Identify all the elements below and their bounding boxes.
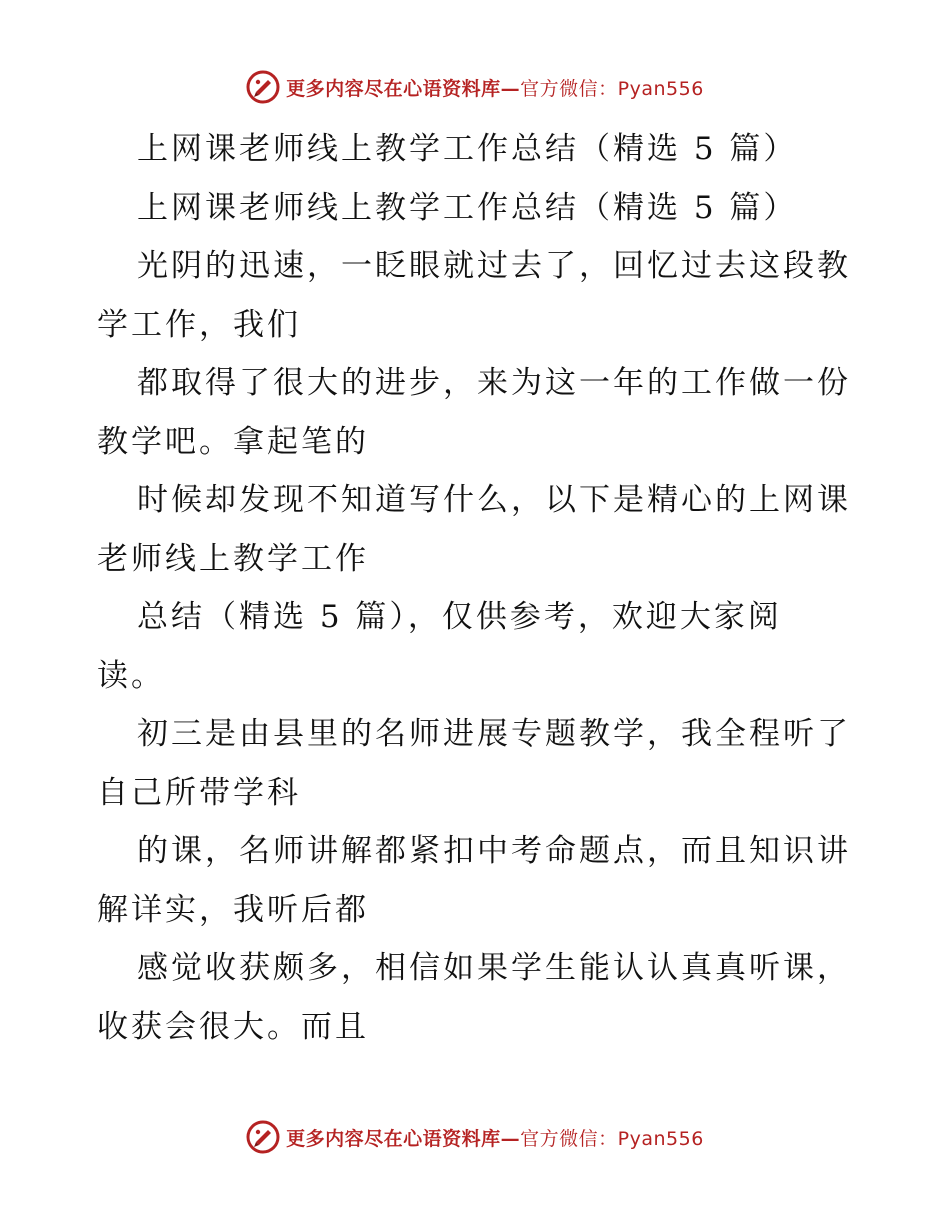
paragraph-line: 自己所带学科 [97,774,301,811]
brand-logo-icon [246,70,280,104]
header-banner-text [286,74,704,101]
header-banner [0,70,950,104]
brand-logo-icon [246,1120,280,1154]
paragraph-line: 老师线上教学工作 [97,540,369,577]
paragraph-line: 都取得了很大的进步，来为这一年的工作做一份 [137,365,851,401]
paragraph-line: 的课，名师讲解都紧扣中考命题点，而且知识讲 [137,833,851,869]
paragraph-line: 收获会很大。而且 [97,1008,369,1045]
document-body [97,120,857,1056]
footer-banner [0,1120,950,1154]
paragraph-line: 时候却发现不知道写什么，以下是精心的上网课 [137,482,851,518]
header-banner-title: 更多内容尽在心语资料库 [286,77,501,100]
paragraph-line: 解详实，我听后都 [97,891,369,928]
document-subtitle: 上网课老师线上教学工作总结（精选 5 篇） [137,189,798,226]
header-banner-wechat: 官方微信：Pyan556 [520,77,704,100]
document-title: 上网课老师线上教学工作总结（精选 5 篇） [137,131,798,167]
paragraph-line: 教学吧。拿起笔的 [97,423,369,460]
paragraph-line: 光阴的迅速，一眨眼就过去了，回忆过去这段教 [137,248,851,284]
header-banner-separator: — [500,77,521,100]
paragraph-line: 感觉收获颇多，相信如果学生能认认真真听课， [137,950,851,986]
footer-banner-text [286,1124,704,1151]
paragraph-line: 读。 [97,657,165,694]
footer-banner-title: 更多内容尽在心语资料库 [286,1127,501,1150]
footer-banner-separator: — [500,1127,521,1150]
paragraph-line: 学工作，我们 [97,306,301,343]
paragraph-line: 总结（精选 5 篇），仅供参考，欢迎大家阅 [137,599,782,635]
paragraph-line: 初三是由县里的名师进展专题教学，我全程听了 [137,716,851,752]
footer-banner-wechat: 官方微信：Pyan556 [520,1127,704,1150]
